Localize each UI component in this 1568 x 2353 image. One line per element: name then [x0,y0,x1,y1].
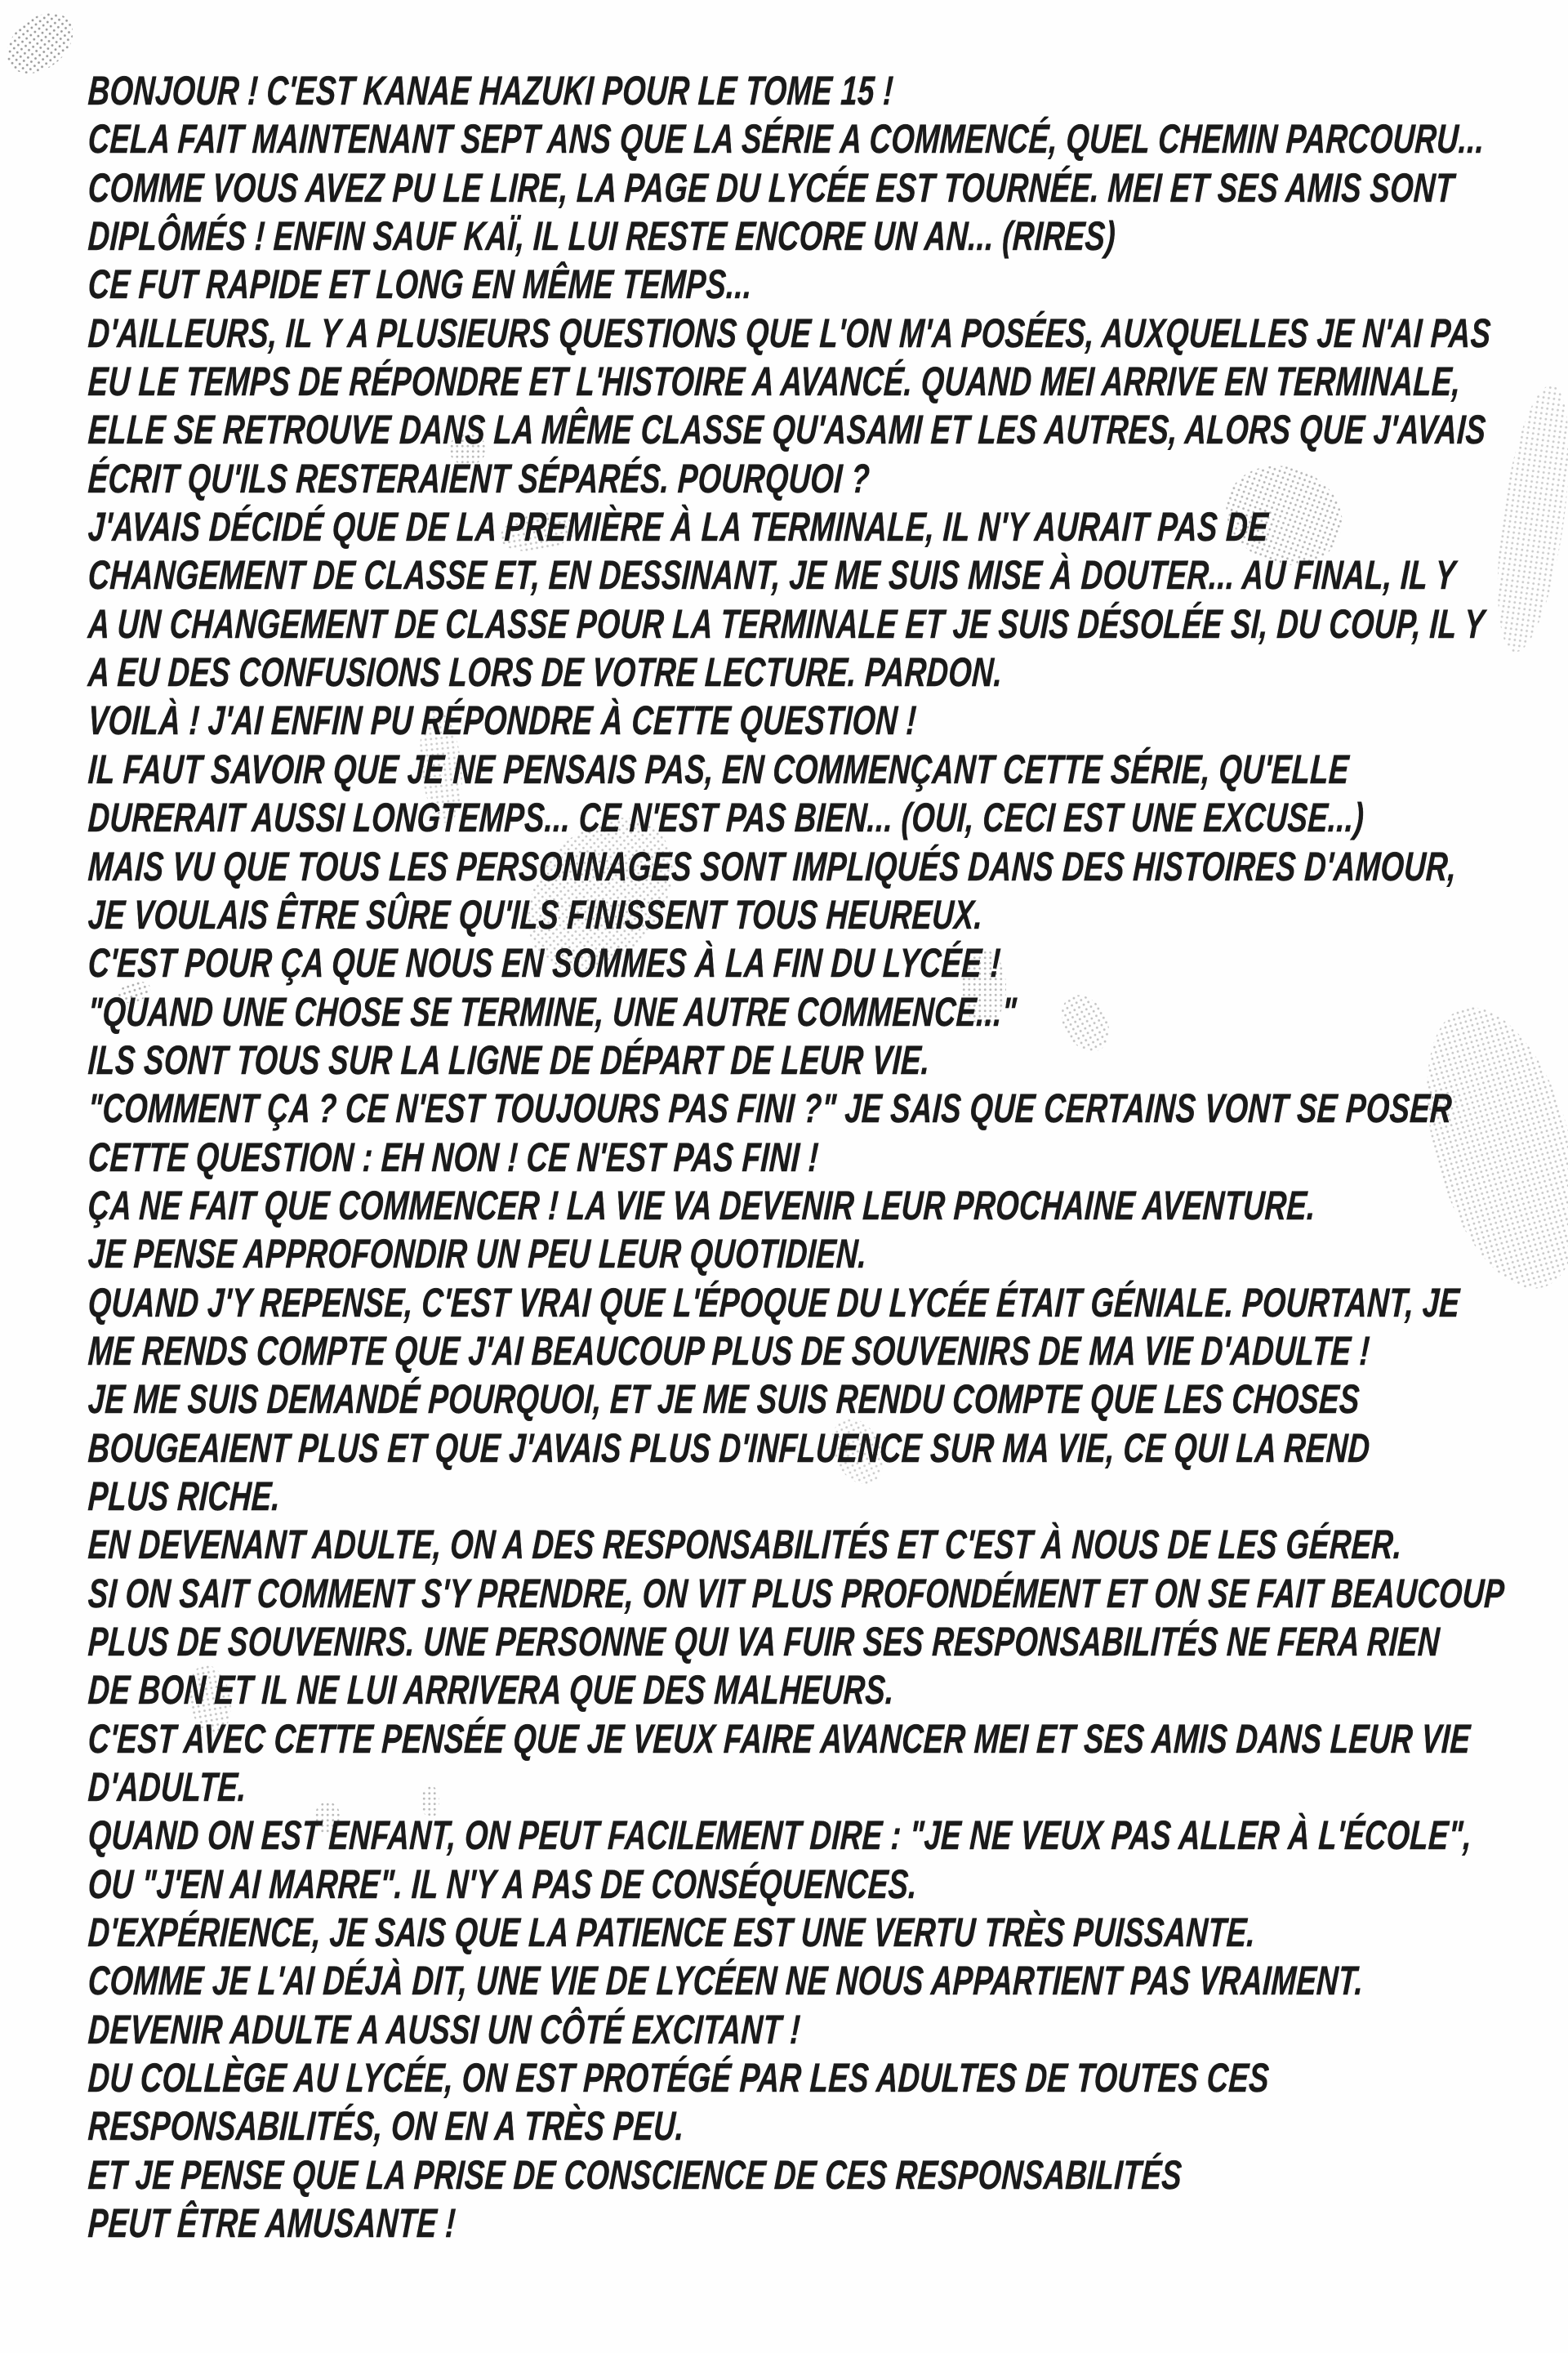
text-line: IL FAUT SAVOIR QUE JE NE PENSAIS PAS, EN COMMENÇANT CETTE SÉRIE, QU'ELLE [87,746,1351,792]
text-line: ET JE PENSE QUE LA PRISE DE CONSCIENCE DE CES RESPONSABILITÉS [87,2151,1183,2198]
text-line: COMME JE L'AI DÉJÀ DIT, UNE VIE DE LYCÉEN NE NOUS APPARTIENT PAS VRAIMENT. [87,1958,1365,2004]
text-line: DEVENIR ADULTE A AUSSI UN CÔTÉ EXCITANT ! [87,2006,802,2052]
text-line: CHANGEMENT DE CLASSE ET, EN DESSINANT, JE ME SUIS MISE À DOUTER... AU FINAL, IL Y [87,552,1457,599]
text-line: A EU DES CONFUSIONS LORS DE VOTRE LECTURE. PARDON. [87,649,1004,696]
text-line: ME RENDS COMPTE QUE J'AI BEAUCOUP PLUS DE SOUVENIRS DE MA VIE D'ADULTE ! [87,1327,1371,1374]
text-line: QUAND J'Y REPENSE, C'EST VRAI QUE L'ÉPOQUE DU LYCÉE ÉTAIT GÉNIALE. POURTANT, JE [87,1279,1461,1326]
text-line: C'EST POUR ÇA QUE NOUS EN SOMMES À LA FIN DU LYCÉE ! [87,940,1002,987]
text-line: MAIS VU QUE TOUS LES PERSONNAGES SONT IMPLIQUÉS DANS DES HISTOIRES D'AMOUR, [87,843,1458,889]
text-line: VOILÀ ! J'AI ENFIN PU RÉPONDRE À CETTE QUESTION ! [87,697,918,744]
text-line: ELLE SE RETROUVE DANS LA MÊME CLASSE QU'ASAMI ET LES AUTRES, ALORS QUE J'AVAIS [87,407,1487,453]
text-line: ÉCRIT QU'ILS RESTERAIENT SÉPARÉS. POURQUOI ? [87,455,871,501]
text-line: CELA FAIT MAINTENANT SEPT ANS QUE LA SÉRIE A COMMENCÉ, QUEL CHEMIN PARCOURU... [87,116,1486,163]
text-line: COMME VOUS AVEZ PU LE LIRE, LA PAGE DU LYCÉE EST TOURNÉE. MEI ET SES AMIS SONT [87,164,1455,211]
text-line: CETTE QUESTION : EH NON ! CE N'EST PAS FINI ! [87,1134,820,1180]
text-line: BOUGEAIENT PLUS ET QUE J'AVAIS PLUS D'INFLUENCE SUR MA VIE, CE QUI LA REND [87,1424,1371,1471]
text-line: PEUT ÊTRE AMUSANTE ! [87,2200,457,2247]
text-line: ILS SONT TOUS SUR LA LIGNE DE DÉPART DE LEUR VIE. [87,1036,931,1083]
text-line: D'AILLEURS, IL Y A PLUSIEURS QUESTIONS QUE L'ON M'A POSÉES, AUXQUELLES JE N'AI PAS [87,310,1493,356]
text-line: BONJOUR ! C'EST KANAE HAZUKI POUR LE TOME 15 ! [87,68,895,114]
text-line: D'ADULTE. [87,1764,248,1811]
text-line: SI ON SAIT COMMENT S'Y PRENDRE, ON VIT PLUS PROFONDÉMENT ET ON SE FAIT BEAUCOUP [87,1570,1506,1616]
text-line: J'AVAIS DÉCIDÉ QUE DE LA PREMIÈRE À LA TERMINALE, IL N'Y AURAIT PAS DE [87,504,1270,550]
text-line: C'EST AVEC CETTE PENSÉE QUE JE VEUX FAIRE AVANCER MEI ET SES AMIS DANS LEUR VIE [87,1715,1472,1762]
text-line: JE PENSE APPROFONDIR UN PEU LEUR QUOTIDIEN. [87,1231,868,1277]
text-line: EU LE TEMPS DE RÉPONDRE ET L'HISTOIRE A AVANCÉ. QUAND MEI ARRIVE EN TERMINALE, [87,359,1462,405]
text-line: PLUS DE SOUVENIRS. UNE PERSONNE QUI VA FUIR SES RESPONSABILITÉS NE FERA RIEN [87,1619,1441,1664]
text-line: DE BON ET IL NE LUI ARRIVERA QUE DES MALHEURS. [87,1667,896,1714]
text-line: OU "J'EN AI MARRE". IL N'Y A PAS DE CONSÉQUENCES. [87,1861,919,1907]
text-line: "QUAND UNE CHOSE SE TERMINE, UNE AUTRE COMMENCE..." [87,988,1018,1035]
text-line: CE FUT RAPIDE ET LONG EN MÊME TEMPS... [87,261,754,308]
text-line: EN DEVENANT ADULTE, ON A DES RESPONSABILITÉS ET C'EST À NOUS DE LES GÉRER. [87,1522,1404,1568]
screentone-smudge [0,1,85,86]
text-line: RESPONSABILITÉS, ON EN A TRÈS PEU. [87,2103,686,2150]
text-line: JE VOULAIS ÊTRE SÛRE QU'ILS FINISSENT TOUS HEUREUX. [87,891,984,938]
text-line: "COMMENT ÇA ? CE N'EST TOUJOURS PAS FINI ?" JE SAIS QUE CERTAINS VONT SE POSER [87,1085,1454,1132]
text-line: QUAND ON EST ENFANT, ON PEUT FACILEMENT DIRE : "JE NE VEUX PAS ALLER À L'ÉCOLE", [87,1812,1473,1859]
afterword-text-block [88,67,1558,2248]
text-line: A UN CHANGEMENT DE CLASSE POUR LA TERMINALE ET JE SUIS DÉSOLÉE SI, DU COUP, IL Y [87,600,1486,647]
text-line: D'EXPÉRIENCE, JE SAIS QUE LA PATIENCE EST UNE VERTU TRÈS PUISSANTE. [87,1910,1257,1956]
text-line: JE ME SUIS DEMANDÉ POURQUOI, ET JE ME SUIS RENDU COMPTE QUE LES CHOSES [87,1376,1361,1423]
text-line: DU COLLÈGE AU LYCÉE, ON EST PROTÉGÉ PAR LES ADULTES DE TOUTES CES [87,2055,1271,2101]
text-line: PLUS RICHE. [87,1473,282,1519]
text-line: DIPLÔMÉS ! ENFIN SAUF KAÏ, IL LUI RESTE ENCORE UN AN... (RIRES) [87,213,1117,260]
text-line: DURERAIT AUSSI LONGTEMPS... CE N'EST PAS BIEN... (OUI, CECI EST UNE EXCUSE...) [87,795,1365,841]
text-line: ÇA NE FAIT QUE COMMENCER ! LA VIE VA DEVENIR LEUR PROCHAINE AVENTURE. [87,1182,1317,1228]
